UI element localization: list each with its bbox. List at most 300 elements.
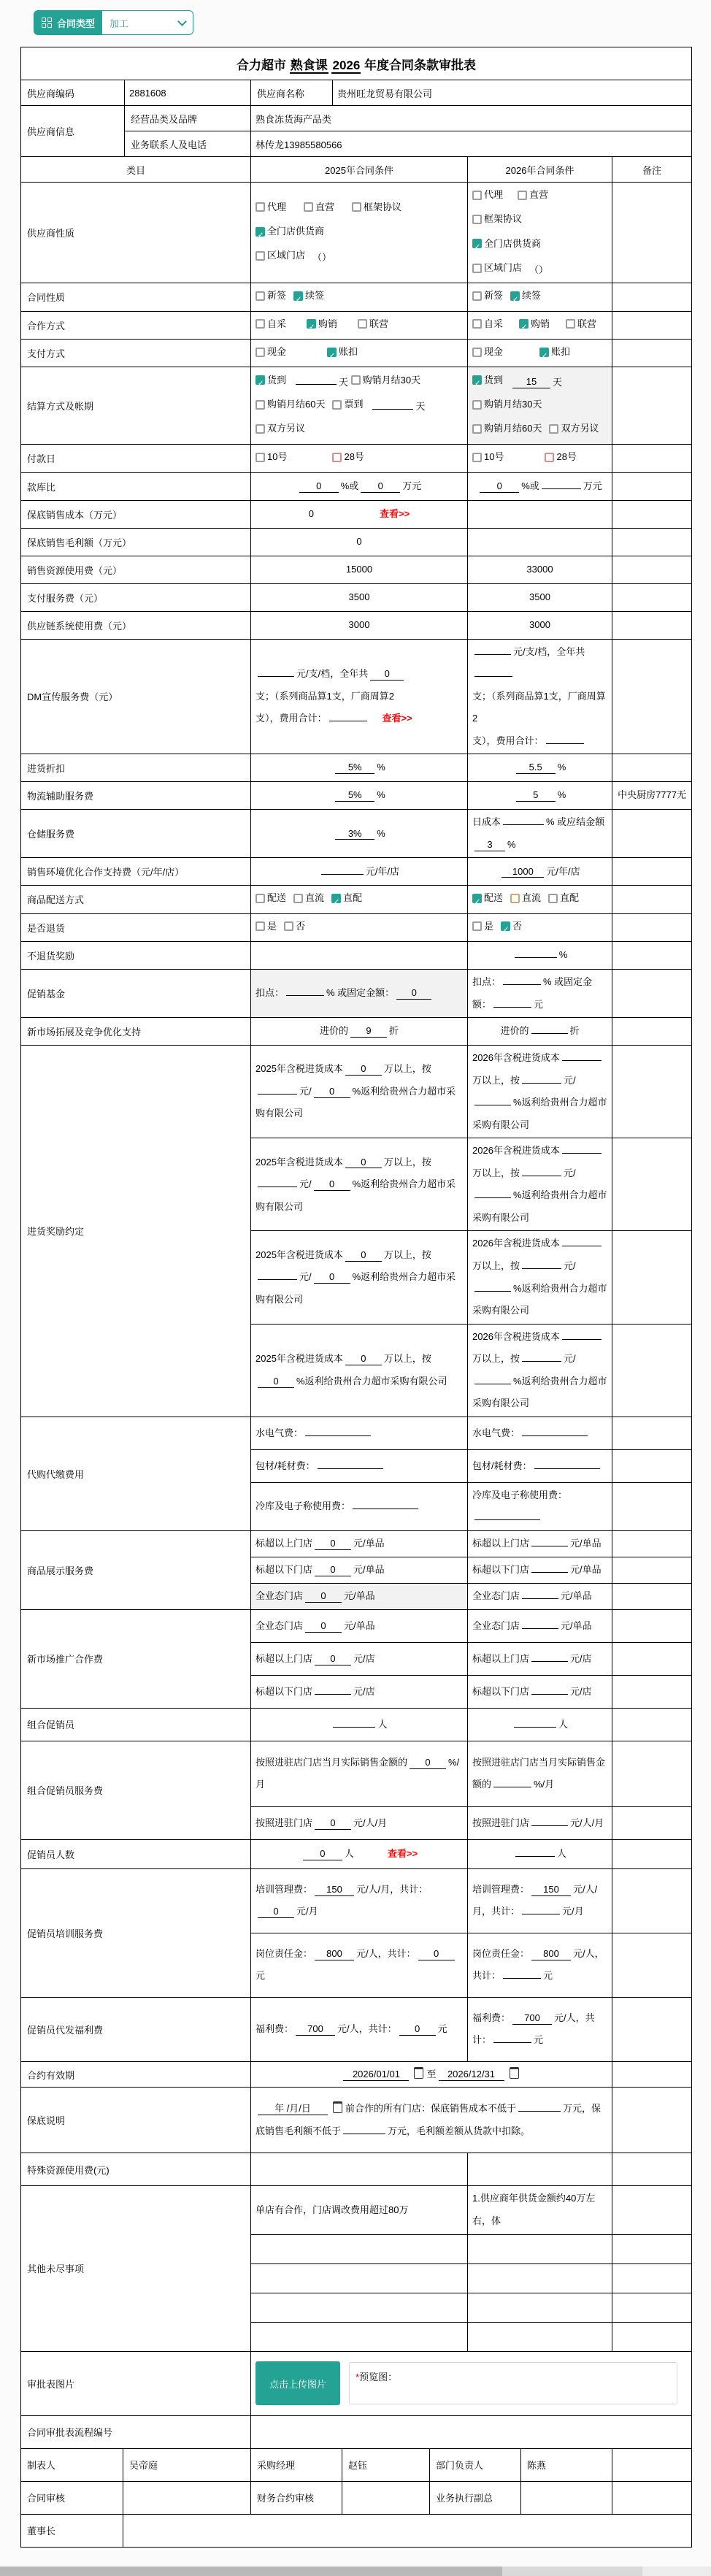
blank-field[interactable] <box>372 409 413 410</box>
cell-2026 <box>468 1868 612 1933</box>
row-label: 特殊资源使用费(元) <box>21 2153 251 2186</box>
checkbox-option[interactable] <box>255 916 277 938</box>
checkbox-option[interactable] <box>472 446 504 469</box>
checkbox-icon[interactable] <box>332 400 342 410</box>
gap <box>293 328 307 329</box>
checkbox-option[interactable] <box>566 313 596 336</box>
checkbox-option[interactable] <box>358 313 388 336</box>
checkbox-option[interactable] <box>472 418 542 440</box>
row-label: 进货奖励约定 <box>21 1046 251 1417</box>
checkbox-option[interactable] <box>545 446 576 469</box>
checkbox-option[interactable] <box>351 369 420 392</box>
text: 标超以下门店 <box>472 1685 530 1697</box>
blank-field[interactable] <box>522 1361 561 1362</box>
cell-merged <box>251 2088 612 2153</box>
checkbox-option[interactable] <box>548 887 579 910</box>
text: 元/单品 <box>353 1564 385 1576</box>
blank-field[interactable] <box>305 1435 371 1436</box>
checkbox-icon[interactable] <box>519 319 529 329</box>
checkbox-icon[interactable] <box>304 202 313 212</box>
title-department: 熟食课 <box>290 58 328 72</box>
blank-field[interactable]: 0 <box>396 988 431 1000</box>
blank-field[interactable] <box>503 984 541 985</box>
text: 培训管理费： <box>472 1883 530 1895</box>
supplier-info-label: 供应商信息 <box>21 106 125 157</box>
checkbox-icon[interactable] <box>472 215 482 224</box>
horizontal-scrollbar[interactable] <box>0 2567 711 2576</box>
blank-field[interactable] <box>493 2042 531 2043</box>
gap <box>314 516 375 517</box>
blank-field[interactable]: 800 <box>315 1949 354 1960</box>
blank-field[interactable] <box>258 1279 297 1280</box>
text: 培训管理费： <box>255 1883 313 1895</box>
cell-remark <box>612 1997 692 2061</box>
checkbox-icon[interactable] <box>332 453 342 462</box>
signature-table <box>20 2448 692 2548</box>
checkbox-option[interactable] <box>472 369 503 392</box>
checkbox-icon[interactable] <box>358 319 367 329</box>
text: 2025年含税进货成本 <box>255 1156 343 1168</box>
blank-field[interactable] <box>514 1727 556 1728</box>
cell-2025 <box>251 339 468 367</box>
checkbox-label: 否 <box>512 920 523 932</box>
view-link[interactable]: 查看>> <box>387 1848 418 1860</box>
checkbox-label: 直流 <box>522 892 542 904</box>
blank-field[interactable] <box>522 1628 558 1629</box>
cell-2026 <box>468 639 612 754</box>
blank-field[interactable]: 3% <box>335 829 374 840</box>
checkbox-icon[interactable] <box>255 348 265 357</box>
text: 标超以下门店 <box>255 1685 313 1697</box>
contract-type-label: 合同类型 <box>57 18 96 29</box>
blank-field[interactable] <box>258 1094 297 1095</box>
row-label: 新市场拓展及竞争优化支持 <box>21 1018 251 1046</box>
text: % <box>507 838 516 850</box>
cell-remark <box>612 1583 692 1609</box>
calendar-icon[interactable] <box>414 2067 423 2079</box>
text: 元/ <box>564 1353 576 1365</box>
checkbox-option[interactable] <box>331 887 362 910</box>
checkbox-icon[interactable] <box>352 202 361 212</box>
checkbox-option[interactable] <box>472 394 542 416</box>
text: 元/人，共计： <box>472 1947 604 1982</box>
blank-field[interactable] <box>522 1598 558 1599</box>
checkbox-option[interactable] <box>518 184 548 207</box>
blank-field[interactable] <box>333 1727 375 1728</box>
row-label: 促销员代发福利费 <box>21 1997 251 2061</box>
text: 2025年含税进货成本 <box>255 1353 343 1365</box>
checkbox-option[interactable] <box>472 887 503 910</box>
text: （） <box>529 264 549 275</box>
blank-field[interactable]: 0 <box>315 1538 351 1550</box>
blank-field[interactable]: 700 <box>512 2013 552 2025</box>
checkbox-label: 购销 <box>531 318 550 329</box>
blank-field[interactable] <box>493 1007 531 1008</box>
text: 万元 <box>583 480 602 491</box>
checkbox-option[interactable] <box>255 887 286 910</box>
blank-field[interactable]: 0 <box>305 1591 342 1603</box>
text: 3000 <box>348 618 370 630</box>
cell-remark <box>612 583 692 611</box>
cell-2025 <box>251 1806 468 1839</box>
cell-2026 <box>468 886 612 913</box>
row-label: 代购代缴费用 <box>21 1417 251 1530</box>
checkbox-option[interactable] <box>255 369 286 392</box>
checkbox-icon[interactable] <box>293 291 303 301</box>
checkbox-option[interactable] <box>255 196 286 219</box>
blank-field[interactable]: 0 <box>315 1818 351 1830</box>
blank-field[interactable] <box>474 1197 511 1198</box>
cell-2025 <box>251 2263 468 2293</box>
checkbox-label: 28号 <box>556 451 577 463</box>
blank-field[interactable] <box>562 1060 602 1061</box>
text: 元/单品 <box>561 1619 592 1631</box>
blank-field[interactable] <box>318 1468 383 1469</box>
blank-field[interactable] <box>258 676 294 677</box>
checkbox-option[interactable] <box>539 341 570 364</box>
cell-merged <box>251 2061 612 2088</box>
cell-remark <box>612 1530 692 1557</box>
checkbox-icon[interactable] <box>472 375 482 385</box>
cell-2025 <box>251 1018 468 1046</box>
checkbox-option[interactable] <box>293 285 324 307</box>
text: % 或应结金额 <box>546 816 605 828</box>
row-label: 物流辅助服务费 <box>21 782 251 810</box>
cell-remark <box>612 311 692 339</box>
checkbox-option[interactable] <box>255 418 305 440</box>
text: 扣点： <box>472 975 501 987</box>
blank-field[interactable]: 0 <box>345 1250 382 1262</box>
blank-field[interactable] <box>296 384 337 385</box>
checkbox-label: 直营 <box>529 189 549 200</box>
checkbox-icon[interactable] <box>327 348 337 357</box>
blank-field[interactable] <box>474 1519 540 1520</box>
checkbox-icon[interactable] <box>331 894 341 903</box>
blank-field[interactable]: 0 <box>303 1849 342 1860</box>
title-year: 2026 <box>332 58 361 72</box>
blank-field[interactable]: 年 /月/日 <box>258 2104 328 2115</box>
checkbox-icon[interactable] <box>472 894 482 903</box>
blank-field[interactable]: 0 <box>314 1272 350 1284</box>
checkbox-icon[interactable] <box>472 191 482 200</box>
blank-field[interactable] <box>515 957 557 958</box>
checkbox-option[interactable] <box>255 245 305 267</box>
blank-field[interactable] <box>503 1978 541 1979</box>
blank-field[interactable]: 0 <box>410 1757 446 1769</box>
checkbox-option[interactable] <box>255 313 286 336</box>
text: 按照进驻店门店当月实际销售金额的 <box>255 1756 408 1768</box>
checkbox-option[interactable] <box>519 313 550 336</box>
gap <box>293 356 327 357</box>
checkbox-icon[interactable] <box>284 921 293 931</box>
blank-field[interactable] <box>546 743 584 744</box>
cell-2026 <box>468 1530 612 1557</box>
text: 元/店 <box>353 1652 375 1664</box>
blank-field[interactable]: 0 <box>258 1376 294 1388</box>
cell-2025 <box>251 1231 468 1324</box>
cell-2026 <box>468 810 612 858</box>
checkbox-icon[interactable] <box>472 400 482 410</box>
blank-field[interactable]: 0 <box>315 1565 351 1576</box>
checkbox-label: 货到 <box>484 374 504 386</box>
checkbox-label: 10号 <box>484 451 504 463</box>
blank-field[interactable]: 5.5 <box>516 762 556 774</box>
checkbox-icon[interactable] <box>472 239 482 248</box>
signature-role-label: 合同审核 <box>21 2481 123 2514</box>
signature-role-label: 制表人 <box>21 2448 123 2481</box>
checkbox-option[interactable] <box>304 196 334 219</box>
signature-role-label: 业务执行副总 <box>430 2481 521 2514</box>
blank-field[interactable] <box>503 824 544 825</box>
blank-field[interactable] <box>518 2111 561 2112</box>
checkbox-icon[interactable] <box>255 251 265 261</box>
blank-field[interactable] <box>531 1572 568 1573</box>
checkbox-icon[interactable] <box>510 894 520 903</box>
checkbox-icon[interactable] <box>255 921 265 931</box>
checkbox-icon[interactable] <box>255 375 265 385</box>
cell-2026 <box>468 311 612 339</box>
cell-2025 <box>251 941 468 969</box>
blank-field[interactable]: 5 <box>516 790 556 802</box>
checkbox-option[interactable] <box>549 418 599 440</box>
checkbox-icon[interactable] <box>255 424 265 434</box>
signature-name-value <box>123 2481 251 2514</box>
checkbox-icon[interactable] <box>545 453 554 462</box>
checkbox-option[interactable] <box>307 313 337 336</box>
cell-2026 <box>468 1609 612 1642</box>
checkbox-option[interactable] <box>327 341 358 364</box>
row-label: 销售资源使用费（元） <box>21 556 251 583</box>
blank-field[interactable]: 150 <box>315 1885 354 1896</box>
gap <box>510 356 539 357</box>
blank-field[interactable] <box>321 874 364 875</box>
supplier-code-label: 供应商编码 <box>21 80 125 106</box>
checkbox-icon[interactable] <box>472 348 482 357</box>
checkbox-label: 区域门店 <box>484 261 523 273</box>
checkbox-label: 区域门店 <box>267 250 306 261</box>
checkbox-icon[interactable] <box>472 319 482 329</box>
row-label: 款库比 <box>21 472 251 500</box>
blank-field[interactable]: 0 <box>258 1906 294 1918</box>
blank-field[interactable]: 150 <box>531 1885 571 1896</box>
checkbox-label: 28号 <box>344 451 364 463</box>
blank-field[interactable] <box>531 1825 568 1826</box>
text: 15000 <box>345 563 373 575</box>
blank-field[interactable]: 5% <box>335 790 374 802</box>
blank-field[interactable]: 0 <box>480 481 519 493</box>
checkbox-label: 框架协议 <box>484 213 523 225</box>
calendar-icon[interactable] <box>333 2101 342 2113</box>
cell-2025 <box>251 858 468 886</box>
checkbox-option[interactable] <box>472 916 493 938</box>
checkbox-icon[interactable] <box>293 894 303 903</box>
blank-field[interactable]: 0 <box>305 1621 342 1633</box>
checkbox-option[interactable] <box>255 394 325 416</box>
blank-field[interactable] <box>534 1468 600 1469</box>
checkbox-option[interactable] <box>472 208 522 231</box>
text: 标超以下门店 <box>255 1564 313 1576</box>
upload-image-button[interactable]: 点击上传图片 <box>255 2361 340 2405</box>
checkbox-icon[interactable] <box>255 202 265 212</box>
blank-field[interactable]: 9 <box>350 1026 387 1038</box>
checkbox-icon[interactable] <box>566 319 575 329</box>
checkbox-option[interactable] <box>472 313 503 336</box>
checkbox-option[interactable] <box>255 285 286 307</box>
checkbox-option[interactable] <box>472 285 503 307</box>
checkbox-label: 代理 <box>267 201 287 212</box>
blank-field[interactable] <box>522 1268 561 1269</box>
blank-field[interactable] <box>286 995 324 996</box>
blank-field[interactable] <box>531 1661 568 1662</box>
blank-field[interactable] <box>522 1083 561 1084</box>
checkbox-option[interactable] <box>352 196 401 219</box>
checkbox-icon[interactable] <box>472 921 482 931</box>
checkbox-icon[interactable] <box>510 291 520 301</box>
checkbox-option[interactable] <box>255 341 286 364</box>
checkbox-option[interactable] <box>332 394 363 416</box>
blank-field[interactable]: 15 <box>512 377 550 388</box>
text: 万以上，按 <box>383 1353 431 1365</box>
cell-remark <box>612 500 692 528</box>
contract-type-select[interactable] <box>102 11 193 34</box>
checkbox-option[interactable] <box>472 257 522 280</box>
blank-field[interactable] <box>515 1856 555 1857</box>
blank-field[interactable]: 0 <box>314 1179 350 1191</box>
view-link[interactable]: 查看>> <box>380 507 410 519</box>
checkbox-label: 货到 <box>267 374 287 386</box>
checkbox-option[interactable] <box>501 916 522 938</box>
cell-remark <box>612 1324 692 1417</box>
cell-2026 <box>468 1138 612 1231</box>
text: 中央厨房7777无 <box>618 789 686 801</box>
text: 标超以上门店 <box>472 1652 530 1664</box>
blank-field[interactable]: 0 <box>370 669 404 681</box>
blank-field[interactable] <box>531 1033 568 1034</box>
blank-field[interactable] <box>562 1153 602 1154</box>
text: 支；（系列商品算1支，厂商周算2 <box>472 690 606 724</box>
checkbox-option[interactable] <box>255 446 287 469</box>
checkbox-icon[interactable] <box>255 894 265 903</box>
blank-field[interactable] <box>474 676 512 677</box>
calendar-icon[interactable] <box>510 2067 519 2079</box>
checkbox-icon[interactable] <box>255 227 265 237</box>
text: 标超以上门店 <box>255 1538 313 1549</box>
blank-field[interactable] <box>315 1694 351 1695</box>
text: 冷库及电子称使用费： <box>472 1489 568 1500</box>
row-label: 合约有效期 <box>21 2061 251 2088</box>
text: 元/人，共计： <box>472 2012 595 2046</box>
cell-2025 <box>251 1708 468 1741</box>
view-link[interactable]: 查看>> <box>382 713 412 724</box>
checkbox-icon[interactable] <box>255 453 265 462</box>
checkbox-icon[interactable] <box>351 375 361 385</box>
blank-field[interactable]: 2026/01/01 <box>343 2069 409 2081</box>
cell-2025 <box>251 1482 468 1530</box>
blank-field[interactable] <box>522 1435 588 1436</box>
checkbox-icon[interactable] <box>307 319 316 329</box>
checkbox-label: 直流 <box>305 892 325 904</box>
blank-field[interactable]: 2026/12/31 <box>439 2069 504 2081</box>
checkbox-icon[interactable] <box>548 894 558 903</box>
checkbox-label: 全门店供货商 <box>484 237 542 249</box>
blank-field[interactable] <box>542 488 581 489</box>
row-label: 支付方式 <box>21 339 251 367</box>
blank-field[interactable]: 3 <box>474 840 505 851</box>
contract-type-widget <box>34 10 193 35</box>
blank-field[interactable]: 0 <box>361 481 400 493</box>
blank-field[interactable]: 1000 <box>501 867 544 878</box>
checkbox-icon[interactable] <box>255 319 265 329</box>
cell-remark <box>612 639 692 754</box>
blank-field[interactable]: 0 <box>299 481 339 493</box>
text: 元/店 <box>570 1685 592 1697</box>
checkbox-option[interactable] <box>284 916 305 938</box>
text: 元/月 <box>296 1906 318 1917</box>
blank-field[interactable]: 5% <box>335 762 374 774</box>
text: 3500 <box>529 591 550 602</box>
blank-field[interactable]: 700 <box>296 2024 335 2036</box>
blank-field[interactable]: 800 <box>531 1949 571 1960</box>
checkbox-icon[interactable] <box>255 400 265 410</box>
cell-2025 <box>251 1609 468 1642</box>
checkbox-option[interactable] <box>472 233 541 256</box>
checkbox-option[interactable] <box>293 887 324 910</box>
cell-merged <box>251 2351 692 2415</box>
checkbox-icon[interactable] <box>255 291 265 301</box>
checkbox-option[interactable] <box>472 184 503 207</box>
scrollbar-thumb[interactable] <box>0 2567 502 2576</box>
checkbox-label: 是 <box>267 920 277 932</box>
cell-remark <box>612 339 692 367</box>
checkbox-icon[interactable] <box>472 424 482 434</box>
checkbox-icon[interactable] <box>472 453 482 462</box>
checkbox-option[interactable] <box>332 446 364 469</box>
checkbox-option[interactable] <box>472 341 503 364</box>
checkbox-option[interactable] <box>510 887 541 910</box>
blank-field[interactable]: 0 <box>399 2024 436 2036</box>
blank-field[interactable]: 0 <box>345 1064 382 1076</box>
blank-field[interactable]: 0 <box>418 1949 455 1960</box>
blank-field[interactable] <box>562 1339 602 1340</box>
header-remark: 备注 <box>612 157 692 183</box>
text: 2026年含税进货成本 <box>472 1052 560 1064</box>
blank-field[interactable] <box>474 1291 511 1292</box>
checkbox-icon[interactable] <box>501 921 510 931</box>
blank-field[interactable]: 0 <box>345 1354 382 1365</box>
blank-field[interactable]: 0 <box>314 1086 350 1098</box>
text: 元/单品 <box>570 1564 602 1576</box>
text: %返利给贵州合力超市采购有限公司 <box>472 1282 607 1316</box>
checkbox-icon[interactable] <box>472 291 482 301</box>
checkbox-icon[interactable] <box>472 264 482 273</box>
cell-remark <box>612 969 692 1017</box>
checkbox-icon[interactable] <box>549 424 558 434</box>
text: 元/人，共计： <box>337 2023 397 2035</box>
blank-field[interactable] <box>474 654 511 655</box>
checkbox-icon[interactable] <box>539 348 549 357</box>
checkbox-option[interactable] <box>255 221 324 243</box>
blank-field[interactable]: 0 <box>315 1654 351 1665</box>
text: 水电气费： <box>472 1427 520 1438</box>
cell-2025 <box>251 1741 468 1806</box>
checkbox-option[interactable] <box>510 285 541 307</box>
cell-2025 <box>251 913 468 941</box>
cell-remark <box>612 1675 692 1708</box>
checkbox-icon[interactable] <box>518 191 527 200</box>
text: 元/人/月 <box>353 1817 388 1828</box>
blank-field[interactable] <box>531 1694 568 1695</box>
blank-field[interactable]: 0 <box>345 1157 382 1169</box>
